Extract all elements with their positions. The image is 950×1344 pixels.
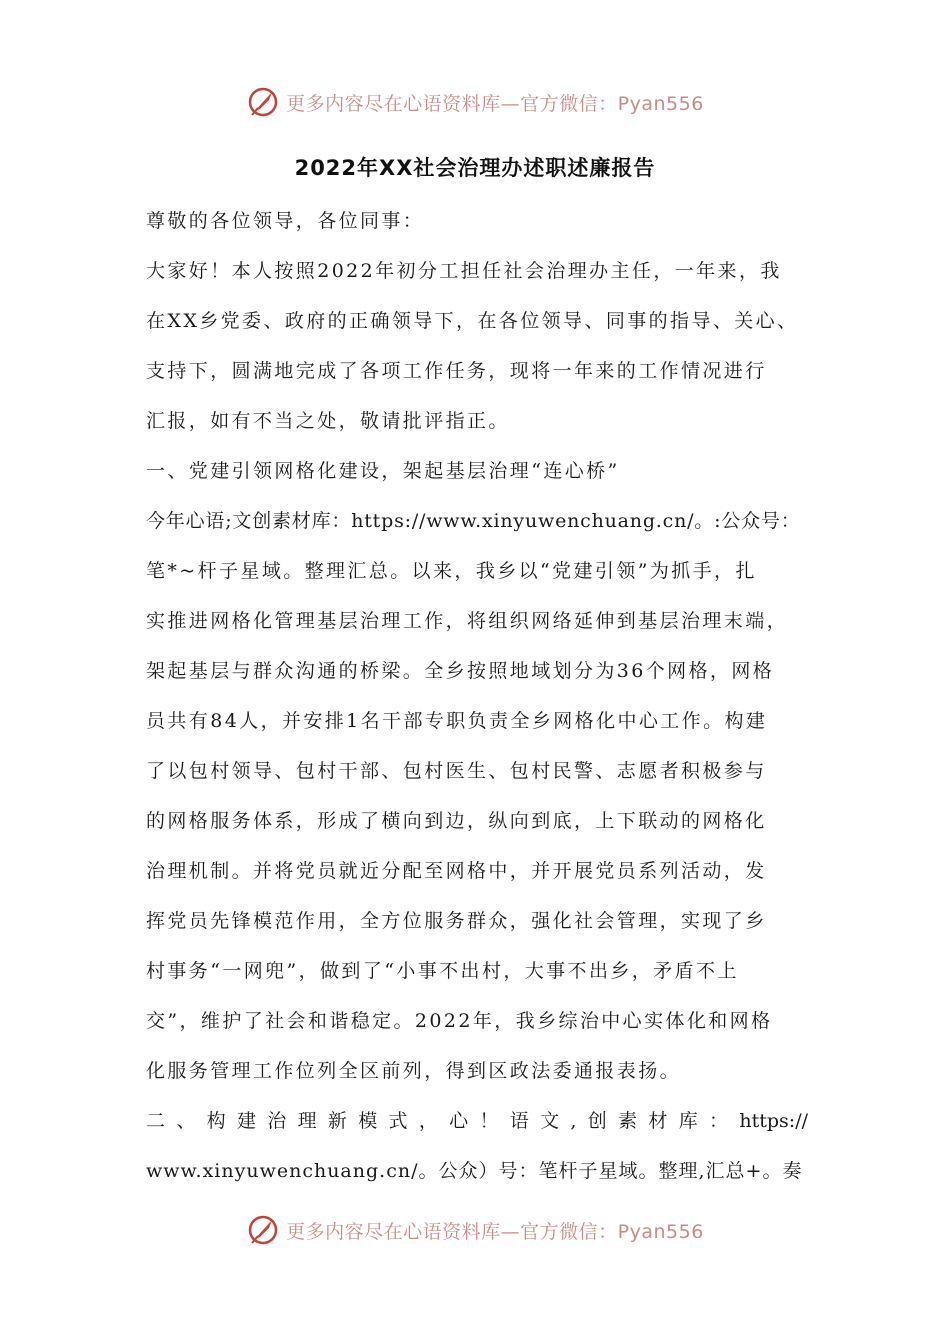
paragraph-line: 挥党员先锋模范作用，全方位服务群众，强化社会管理，实现了乡 [146,910,767,932]
paragraph-line: 化服务管理工作位列全区前列，得到区政法委通报表扬。 [146,1060,682,1082]
watermark-text: 更多内容尽在心语资料库—官方微信：Pyan556 [286,1220,704,1243]
paragraph-line: 治理机制。并将党员就近分配至网格中，并开展党员系列活动，发 [146,860,767,882]
paragraph-line: 笔*~杆子星域。整理汇总。以来，我乡以“党建引领”为抓手，扎 [146,560,757,582]
watermark-text: 更多内容尽在心语资料库—官方微信：Pyan556 [286,92,704,115]
quill-logo-icon [246,1213,280,1247]
paragraph-line: 在XX乡党委、政府的正确领导下，在各位领导、同事的指导、关心、 [146,310,799,332]
section-heading: 一、党建引领网格化建设，架起基层治理“连心桥” [146,460,620,482]
paragraph-line: 支持下，圆满地完成了各项工作任务，现将一年来的工作情况进行 [146,360,767,382]
document-body [146,196,808,1196]
paragraph-line: 今年心语;文创素材库：https://www.xinyuwenchuang.cn/。:公众号： [146,510,801,532]
paragraph-line: 了以包村领导、包村干部、包村医生、包村民警、志愿者积极参与 [146,760,767,782]
paragraph-line: 村事务“一网兜”，做到了“小事不出村，大事不出乡，矛盾不上 [146,960,739,982]
paragraph-line: 汇报，如有不当之处，敬请批评指正。 [146,410,510,432]
quill-logo-icon [246,85,280,119]
section-heading: 二、构建治理新模式，心！语文,创素材库：https:// [146,1110,808,1132]
watermark-banner-bottom [0,1210,950,1250]
paragraph-line: www.xinyuwenchuang.cn/。公众）号：笔杆子星域。整理,汇总+。奏 [146,1160,803,1182]
paragraph-line: 架起基层与群众沟通的桥梁。全乡按照地域划分为36个网格，网格 [146,660,775,682]
paragraph-line: 的网格服务体系，形成了横向到边，纵向到底，上下联动的网格化 [146,810,767,832]
paragraph-line: 大家好！本人按照2022年初分工担任社会治理办主任，一年来，我 [146,260,782,282]
paragraph-line: 员共有84人，并安排1名干部专职负责全乡网格化中心工作。构建 [146,710,768,732]
paragraph-line: 尊敬的各位领导，各位同事： [146,210,425,232]
watermark-banner-top [0,82,950,122]
document-title: 2022年XX社会治理办述职述廉报告 [294,156,656,180]
paragraph-line: 交”，维护了社会和谐稳定。2022年，我乡综治中心实体化和网格 [146,1010,773,1032]
paragraph-line: 实推进网格化管理基层治理工作，将组织网络延伸到基层治理末端， [146,610,789,632]
